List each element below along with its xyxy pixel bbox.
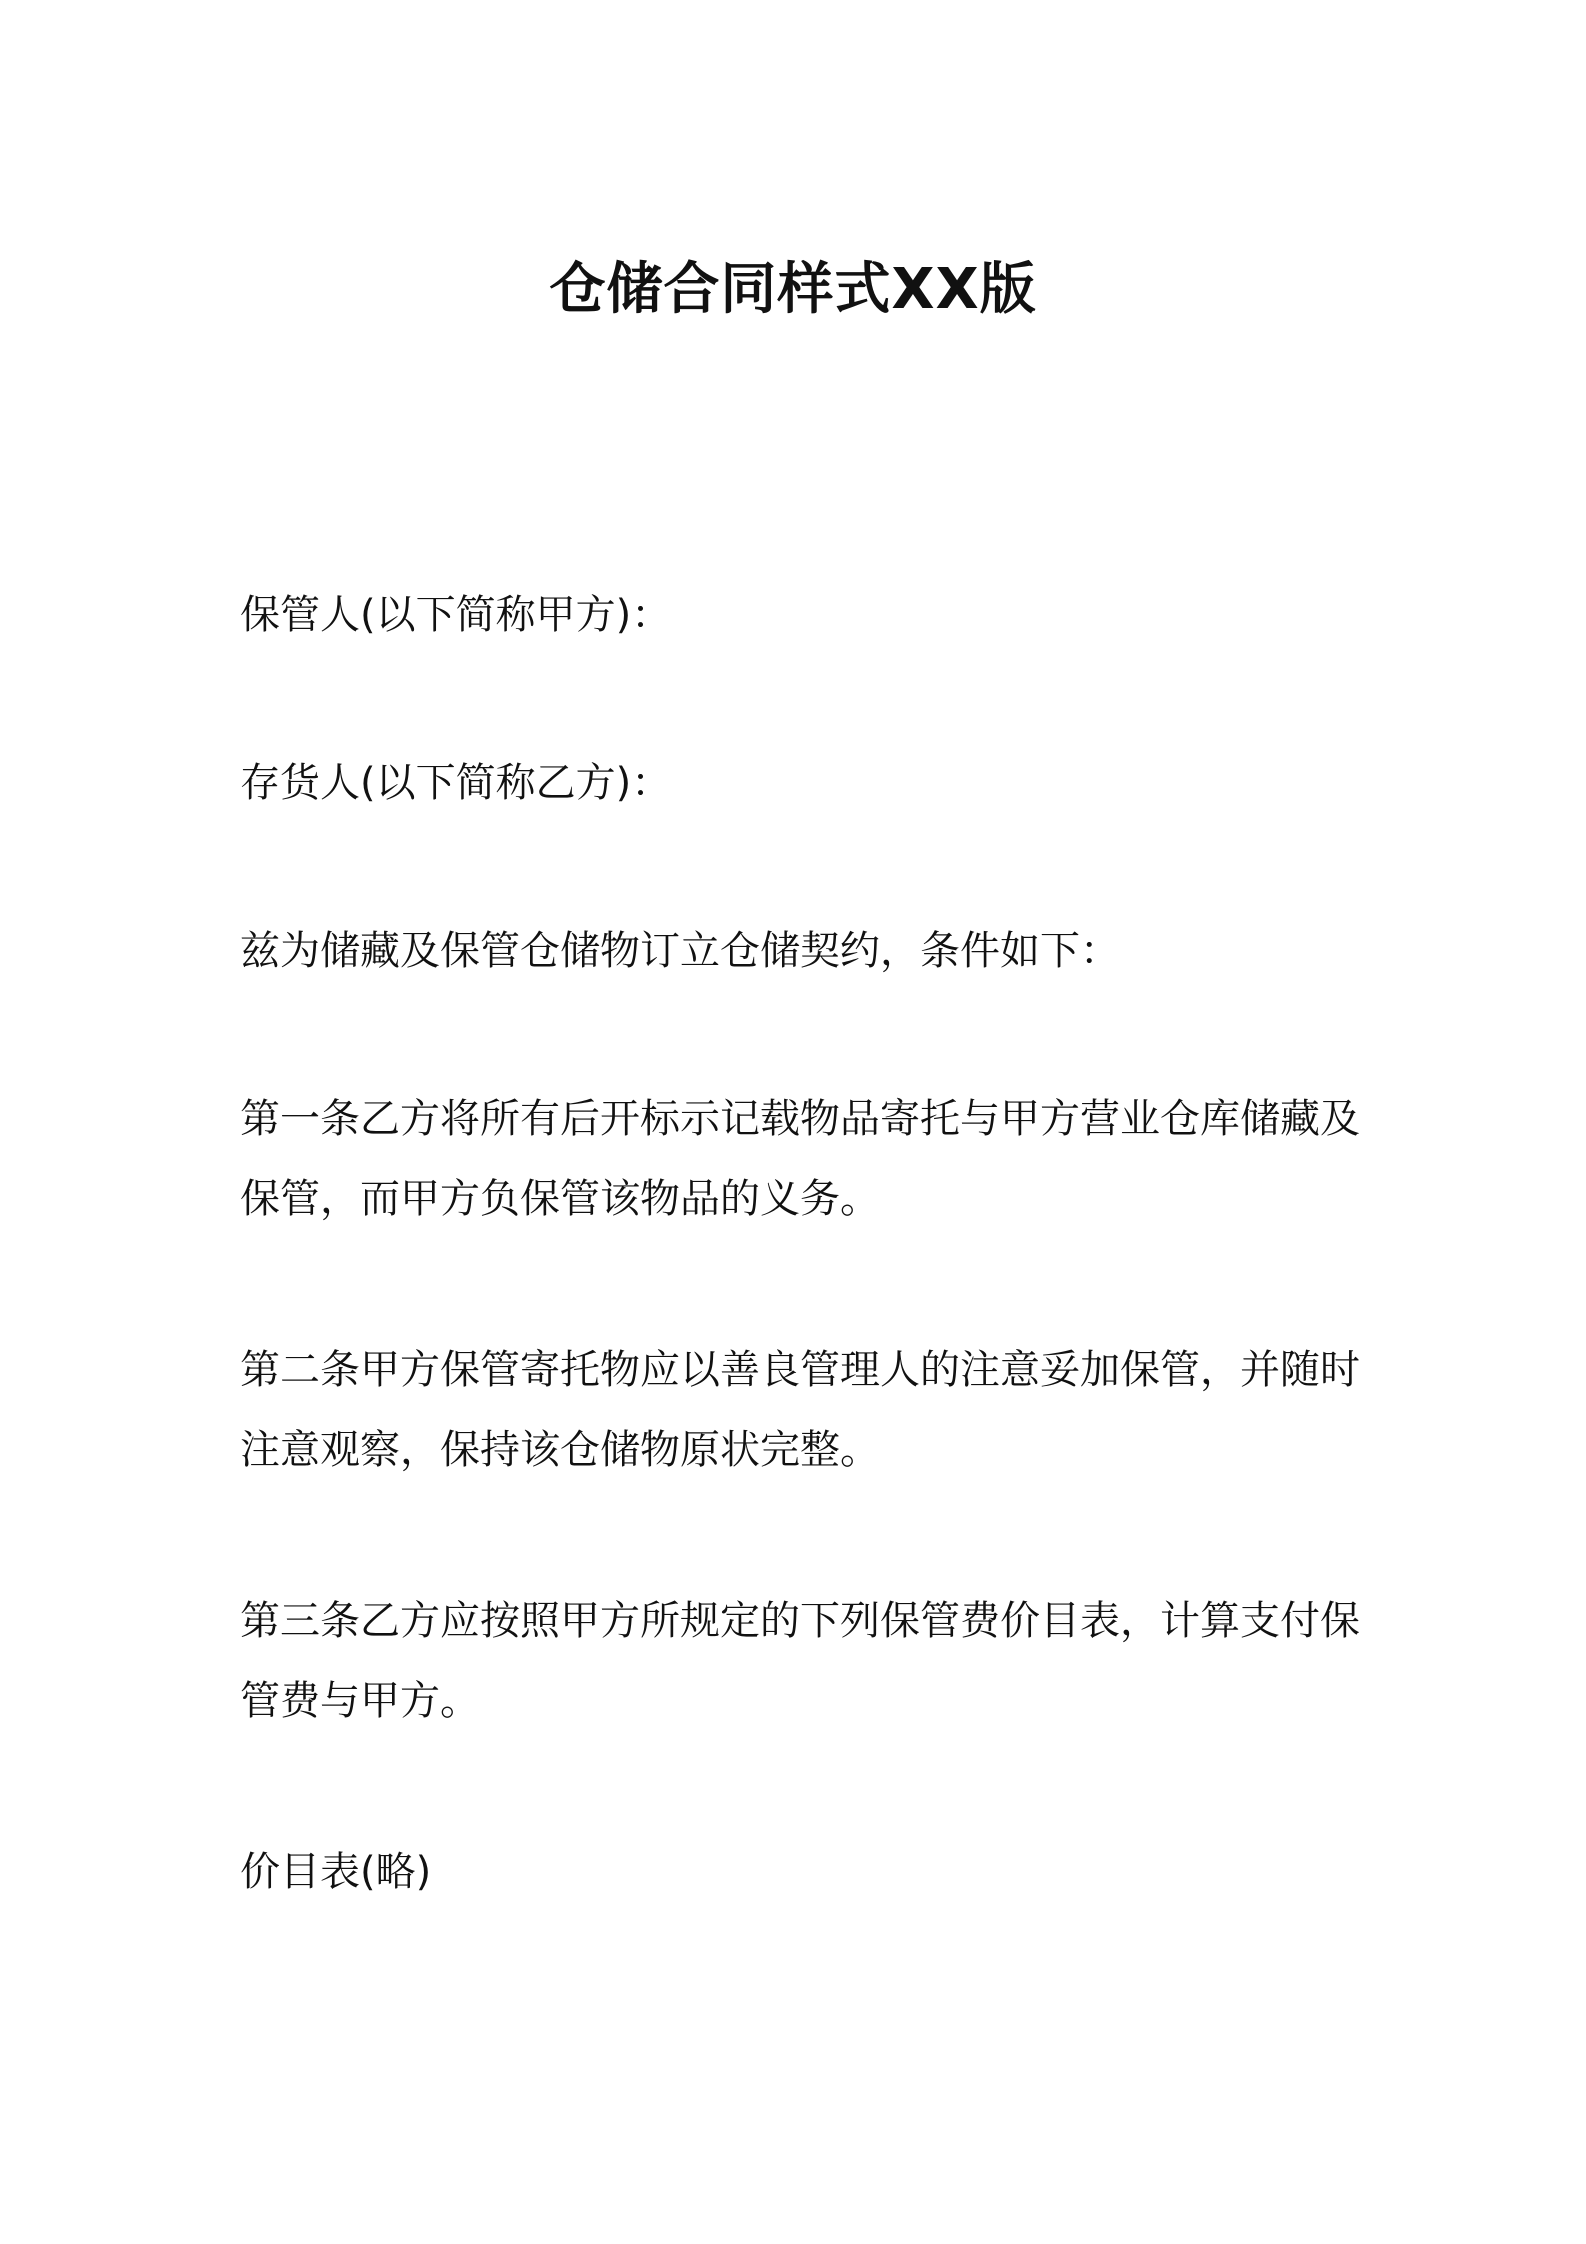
- article-3-paragraph: 第三条乙方应按照甲方所规定的下列保管费价目表，计算支付保管费与甲方。: [240, 1598, 1360, 1724]
- party-a-line: 保管人(以下简称甲方)：: [240, 592, 672, 638]
- document-title: 仓储合同样式XX版: [549, 257, 1037, 322]
- document-body: [240, 575, 1370, 2000]
- party-b-line: 存货人(以下简称乙方)：: [240, 760, 672, 806]
- article-2-paragraph: 第二条甲方保管寄托物应以善良管理人的注意妥加保管，并随时注意观察，保持该仓储物原状完整。: [240, 1347, 1360, 1473]
- preamble-paragraph: 兹为储藏及保管仓储物订立仓储契约，条件如下：: [240, 928, 1120, 974]
- price-list-note: 价目表(略): [240, 1849, 432, 1895]
- article-1-paragraph: 第一条乙方将所有后开标示记载物品寄托与甲方营业仓库储藏及保管，而甲方负保管该物品的义务。: [240, 1096, 1360, 1222]
